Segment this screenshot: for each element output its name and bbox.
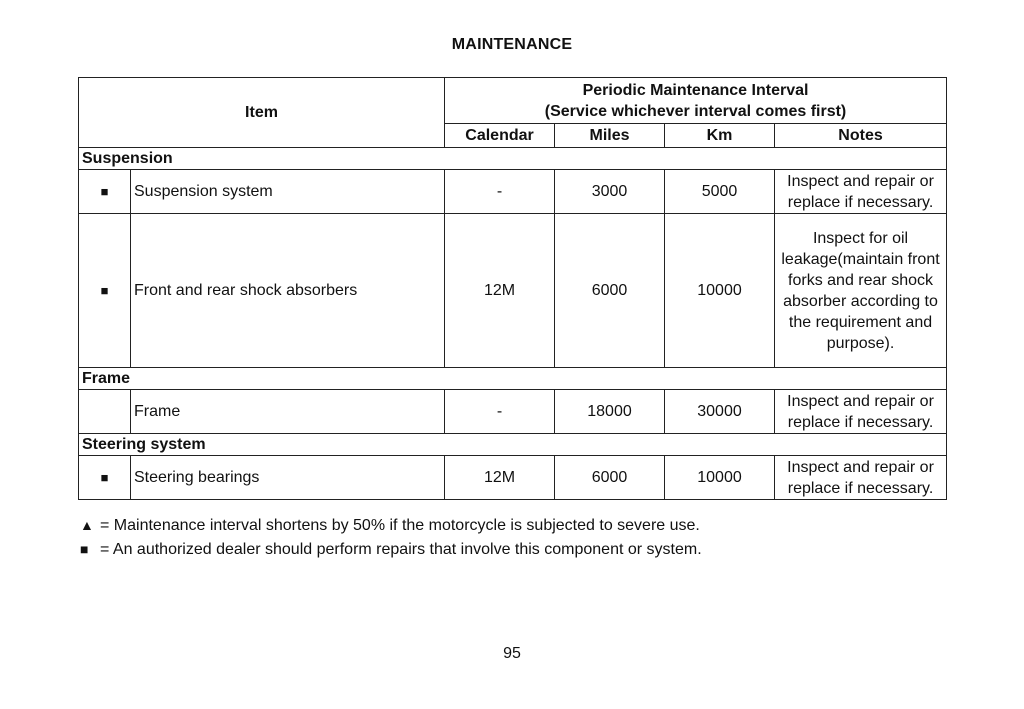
section-row bbox=[79, 148, 947, 170]
notes-value: Inspect for oil leakage(maintain front forks and rear shock absorber according to the requirement and purpose). bbox=[775, 214, 947, 368]
miles-value: 6000 bbox=[555, 214, 665, 368]
header-interval-line2: (Service whichever interval comes first) bbox=[544, 102, 847, 120]
km-value: 30000 bbox=[665, 390, 775, 434]
section-row bbox=[79, 368, 947, 390]
section-title: Suspension bbox=[79, 148, 947, 170]
km-value: 10000 bbox=[665, 214, 775, 368]
item-name: Frame bbox=[131, 390, 445, 434]
header-interval-line1: Periodic Maintenance Interval bbox=[582, 81, 809, 99]
square-icon: ■ bbox=[80, 541, 89, 557]
dealer-mark bbox=[79, 390, 131, 434]
page-title: MAINTENANCE bbox=[451, 36, 573, 53]
dealer-mark: ■ bbox=[79, 456, 131, 500]
header-interval bbox=[445, 78, 947, 124]
dealer-mark: ■ bbox=[79, 214, 131, 368]
notes-value: Inspect and repair or replace if necessary. bbox=[775, 456, 947, 500]
table-row bbox=[79, 170, 947, 214]
header-km: Km bbox=[665, 124, 775, 148]
triangle-icon: ▲ bbox=[80, 517, 94, 533]
header-calendar: Calendar bbox=[445, 124, 555, 148]
table-row bbox=[79, 390, 947, 434]
footnote-dealer bbox=[80, 541, 702, 559]
footnote-text: = An authorized dealer should perform repairs that involve this component or system. bbox=[100, 541, 702, 558]
miles-value: 18000 bbox=[555, 390, 665, 434]
table-row bbox=[79, 214, 947, 368]
table-row bbox=[79, 456, 947, 500]
calendar-value: - bbox=[445, 390, 555, 434]
calendar-value: - bbox=[445, 170, 555, 214]
footnote-text: = Maintenance interval shortens by 50% if the motorcycle is subjected to severe use. bbox=[100, 517, 700, 534]
notes-value: Inspect and repair or replace if necessary. bbox=[775, 390, 947, 434]
dealer-mark: ■ bbox=[79, 170, 131, 214]
section-title: Steering system bbox=[79, 434, 947, 456]
maintenance-table bbox=[78, 77, 947, 500]
miles-value: 6000 bbox=[555, 456, 665, 500]
notes-value: Inspect and repair or replace if necessary. bbox=[775, 170, 947, 214]
section-row bbox=[79, 434, 947, 456]
km-value: 10000 bbox=[665, 456, 775, 500]
km-value: 5000 bbox=[665, 170, 775, 214]
calendar-value: 12M bbox=[445, 456, 555, 500]
section-title: Frame bbox=[79, 368, 947, 390]
page-number: 95 bbox=[503, 645, 521, 662]
calendar-value: 12M bbox=[445, 214, 555, 368]
item-name: Suspension system bbox=[131, 170, 445, 214]
item-name: Front and rear shock absorbers bbox=[131, 214, 445, 368]
header-item: Item bbox=[79, 78, 445, 148]
header-miles: Miles bbox=[555, 124, 665, 148]
header-notes: Notes bbox=[775, 124, 947, 148]
item-name: Steering bearings bbox=[131, 456, 445, 500]
miles-value: 3000 bbox=[555, 170, 665, 214]
footnote-severe-use bbox=[80, 517, 700, 535]
